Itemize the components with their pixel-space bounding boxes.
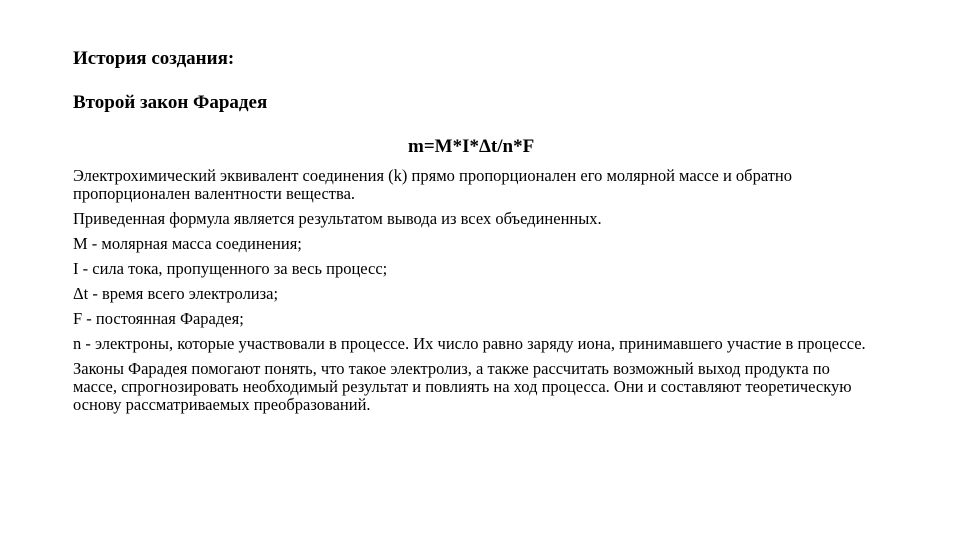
paragraph-formula-note: Приведенная формула является результатом вывода из всех объединенных. [73,209,602,228]
paragraph-i-definition: I - сила тока, пропущенного за весь процесс; [73,259,388,278]
paragraph-n-definition: n - электроны, которые участвовали в процессе. Их число равно заряду иона, принимавшего участие в процессе. [73,334,866,353]
slide-subtitle: Второй закон Фарадея [73,92,268,113]
paragraph-f-definition: F - постоянная Фарадея; [73,309,244,328]
paragraph-conclusion: Законы Фарадея помогают понять, что такое электролиз, а также рассчитать возможный выход продукта по массе, спрогнозировать необходимый результат и повлиять на ход процесса. Они и составляют теоретическую основу рассматриваемых преобразований. [73,359,852,414]
slide-title: История создания: [73,48,235,69]
paragraph-equivalent: Электрохимический эквивалент соединения (k) прямо пропорционален его молярной массе и обратно пропорционален валентности вещества. [73,166,793,203]
body-text [73,167,873,421]
paragraph-dt-definition: Δt - время всего электролиза; [73,284,279,303]
paragraph-m-definition: M - молярная масса соединения; [73,234,302,253]
formula: m=M*I*Δt/n*F [408,136,535,157]
